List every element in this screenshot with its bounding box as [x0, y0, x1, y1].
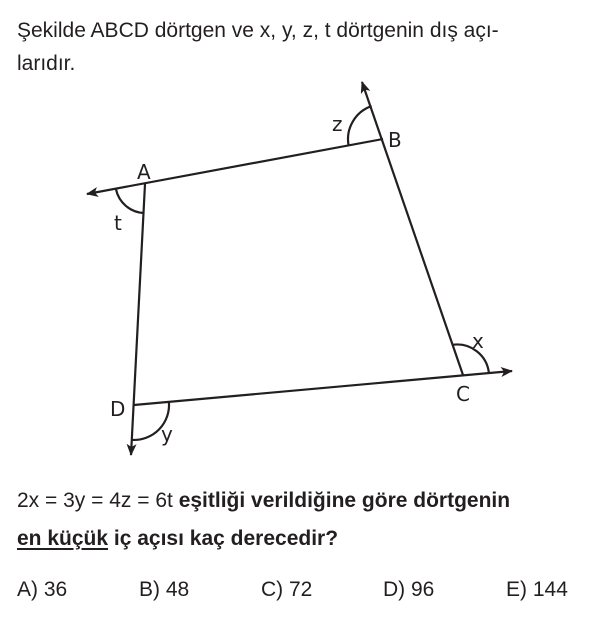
- intro-line-2: larıdır.: [17, 52, 76, 75]
- question-bold-part-2: iç açısı kaç derecedir?: [113, 527, 339, 550]
- question-line-2: [17, 520, 592, 558]
- option-c[interactable]: C) 72: [261, 578, 313, 601]
- intro-line-1: Şekilde ABCD dörtgen ve x, y, z, t dörtgenin dış açı-: [17, 19, 499, 42]
- vertex-label-a: A: [137, 160, 151, 184]
- side-ad-extended: [131, 184, 145, 455]
- question-bold-part-1: eşitliği verildiğine göre dörtgenin: [178, 489, 511, 512]
- angle-label-t: t: [114, 211, 122, 235]
- answer-options: [0, 578, 599, 610]
- option-e[interactable]: E) 144: [506, 578, 568, 601]
- question-equation: 2x = 3y = 4z = 6t: [17, 489, 173, 512]
- option-a[interactable]: A) 36: [17, 578, 68, 601]
- side-cb-extended: [362, 82, 463, 375]
- angle-label-x: x: [472, 329, 484, 353]
- question-line-1: [17, 482, 592, 520]
- question-underlined-phrase: en küçük: [17, 527, 109, 550]
- option-d[interactable]: D) 96: [383, 578, 435, 601]
- vertex-label-d: D: [110, 397, 126, 421]
- angle-t-arc: [116, 189, 144, 213]
- side-ab-extended: [87, 139, 383, 194]
- angle-z-arc: [348, 106, 372, 145]
- question-text: [17, 482, 592, 558]
- vertex-label-b: B: [388, 128, 402, 152]
- vertex-label-c: C: [456, 382, 470, 406]
- angle-label-z: z: [332, 112, 343, 136]
- option-b[interactable]: B) 48: [139, 578, 190, 601]
- angle-label-y: y: [161, 422, 173, 446]
